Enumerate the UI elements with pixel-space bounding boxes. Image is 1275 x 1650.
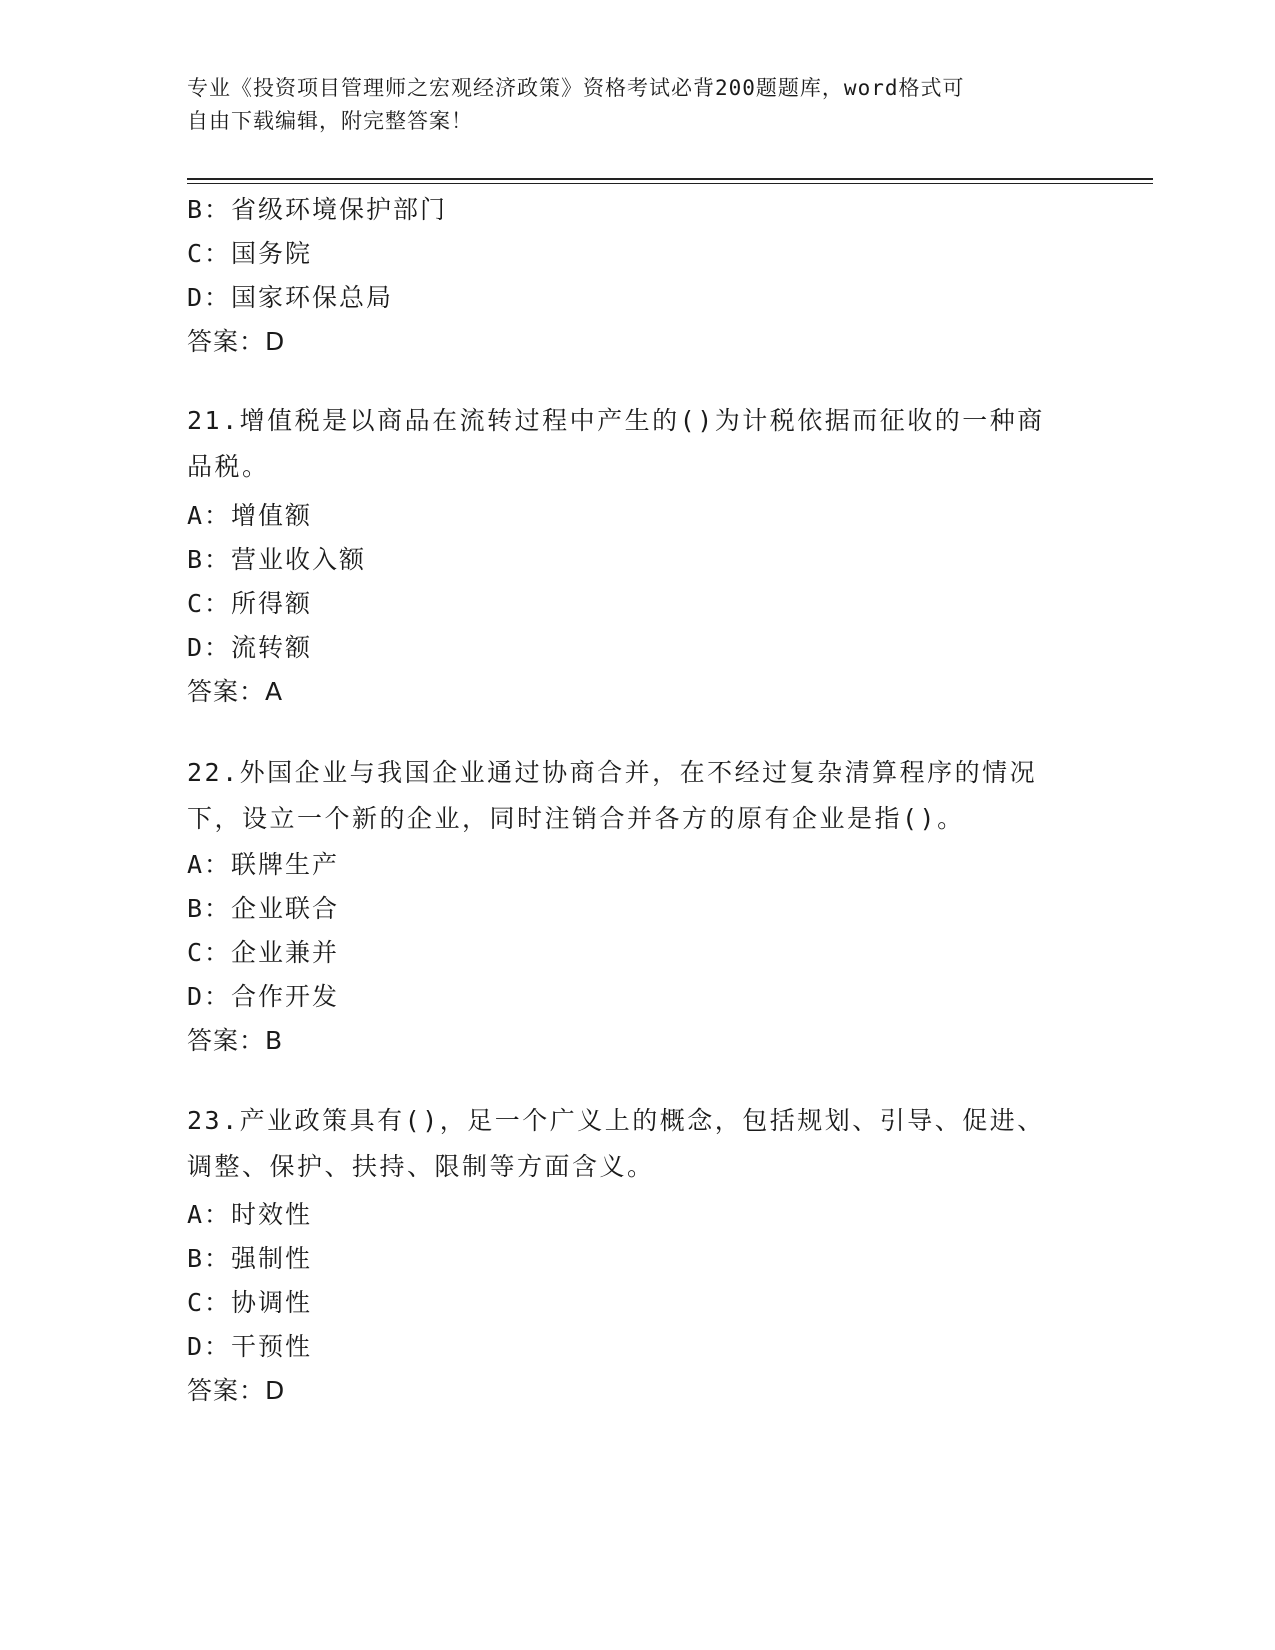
question-line: 21.增值税是以商品在流转过程中产生的()为计税依据而征收的一种商: [187, 406, 1045, 435]
prev-answer: 答案：D: [187, 327, 286, 356]
option-text: 合作开发: [231, 982, 340, 1011]
option-key: D：: [187, 283, 232, 312]
option-key: D：: [187, 633, 232, 662]
header-line-2: 自由下载编辑，附完整答案！: [187, 109, 473, 133]
q21-option-d: [187, 631, 312, 665]
q22-option-b: [187, 892, 339, 926]
option-key: A：: [187, 1200, 232, 1229]
question-line: 品税。: [187, 452, 270, 481]
option-key: C：: [187, 938, 232, 967]
question-23-text: [187, 1098, 1087, 1190]
prev-option-d: [187, 281, 393, 315]
q21-option-a: [187, 499, 312, 533]
question-line: 23.产业政策具有()，足一个广义上的概念，包括规划、引导、促进、: [187, 1106, 1045, 1135]
option-key: B：: [187, 1244, 232, 1273]
option-key: D：: [187, 982, 232, 1011]
option-text: 企业联合: [231, 894, 340, 923]
question-line: 调整、保护、扶持、限制等方面含义。: [187, 1152, 655, 1181]
q21-option-b: [187, 543, 366, 577]
option-text: 增值额: [231, 501, 313, 530]
q22-option-a: [187, 848, 339, 882]
question-line: 下，设立一个新的企业，同时注销合并各方的原有企业是指()。: [187, 804, 965, 833]
prev-option-b: [187, 193, 447, 227]
q23-option-a: [187, 1198, 312, 1232]
header-divider-thick: [187, 178, 1153, 180]
q21-answer: 答案：A: [187, 677, 284, 706]
q23-option-d: [187, 1330, 312, 1364]
q21-option-c: [187, 587, 312, 621]
question-21-text: [187, 398, 1087, 490]
option-text: 所得额: [231, 589, 313, 618]
option-text: 省级环境保护部门: [231, 195, 448, 224]
prev-option-c: [187, 237, 312, 271]
option-key: A：: [187, 850, 232, 879]
option-key: B：: [187, 545, 232, 574]
option-text: 联牌生产: [231, 850, 340, 879]
option-text: 企业兼并: [231, 938, 340, 967]
option-key: B：: [187, 894, 232, 923]
option-key: C：: [187, 589, 232, 618]
option-text: 强制性: [231, 1244, 313, 1273]
q22-answer: 答案：B: [187, 1026, 284, 1055]
option-text: 流转额: [231, 633, 313, 662]
question-line: 22.外国企业与我国企业通过协商合并，在不经过复杂清算程序的情况: [187, 758, 1038, 787]
option-text: 干预性: [231, 1332, 313, 1361]
question-22-text: [187, 750, 1087, 842]
option-text: 国务院: [231, 239, 313, 268]
header-divider-thin: [187, 183, 1153, 184]
q22-option-d: [187, 980, 339, 1014]
option-text: 协调性: [231, 1288, 313, 1317]
option-key: D：: [187, 1332, 232, 1361]
q23-option-c: [187, 1286, 312, 1320]
header-line-1: 专业《投资项目管理师之宏观经济政策》资格考试必背200题题库，word格式可: [187, 76, 965, 100]
option-key: C：: [187, 239, 232, 268]
option-text: 营业收入额: [231, 545, 367, 574]
option-key: A：: [187, 501, 232, 530]
q22-option-c: [187, 936, 339, 970]
q23-option-b: [187, 1242, 312, 1276]
option-text: 时效性: [231, 1200, 313, 1229]
document-header: [187, 72, 1067, 138]
q23-answer: 答案：D: [187, 1376, 286, 1405]
option-key: B：: [187, 195, 232, 224]
option-text: 国家环保总局: [231, 283, 394, 312]
option-key: C：: [187, 1288, 232, 1317]
